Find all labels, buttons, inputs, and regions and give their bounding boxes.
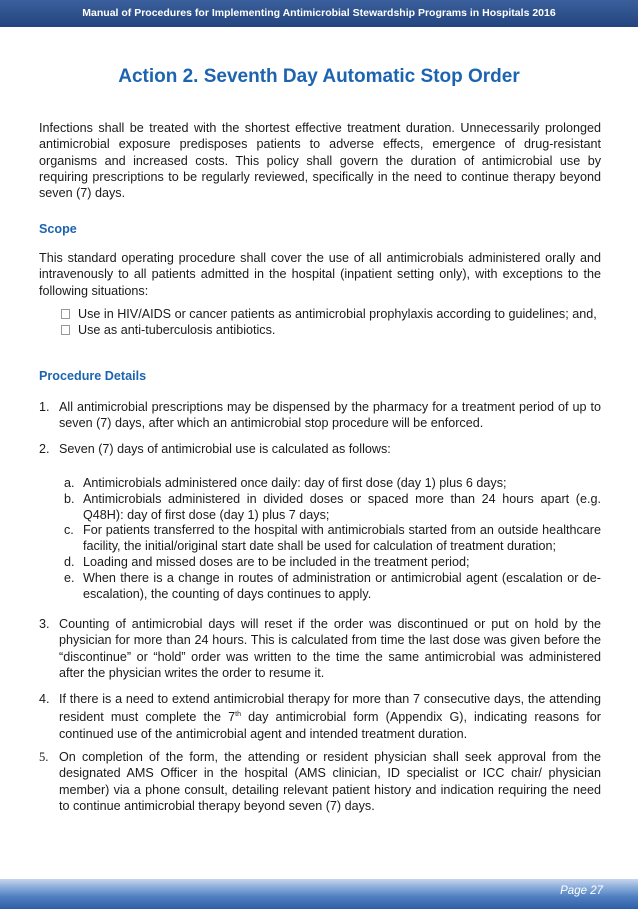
- scope-bullet: [61, 306, 606, 322]
- item-number: 3.: [39, 617, 50, 631]
- procedure-heading: Procedure Details: [39, 369, 147, 383]
- header-title: Manual of Procedures for Implementing Antimicrobial Stewardship Programs in Hospitals 2016: [82, 7, 556, 19]
- sub-item-text: Antimicrobials administered once daily: day of first dose (day 1) plus 6 days;: [83, 476, 507, 490]
- bullet-box-icon: [61, 325, 70, 335]
- scope-bullet: [61, 322, 606, 338]
- item-text: On completion of the form, the attending or resident physician shall seek approval from the designated AMS Officer in the hospital (AMS clinician, ID specialist or ICC chair/ physician member) via a phone consult, detailing relevant patient history and indication requiring the need to continue antimicrobial therapy beyond seven (7) days.: [59, 750, 601, 813]
- item-number: 5.: [39, 750, 49, 764]
- bullet-text: Use in HIV/AIDS or cancer patients as antimicrobial prophylaxis according to guidelines; and,: [78, 307, 597, 321]
- sub-item-letter: b.: [64, 492, 75, 506]
- sub-item-letter: e.: [64, 571, 75, 585]
- sub-item-text: Loading and missed doses are to be included in the treatment period;: [83, 555, 470, 569]
- intro-paragraph: Infections shall be treated with the shortest effective treatment duration. Unnecessarily prolonged antimicrobial exposure predisposes patients to adverse effects, emergence of drug-resistant organisms and increased costs. This policy shall govern the duration of antimicrobial use by requiring prescriptions to be regularly reviewed, specifically in the need to continue therapy beyond seven (7) days.: [39, 121, 601, 201]
- superscript: th: [235, 711, 241, 719]
- header-band: [0, 0, 638, 27]
- footer-band: [0, 879, 638, 909]
- item-number: 2.: [39, 442, 50, 456]
- item-text: All antimicrobial prescriptions may be dispensed by the pharmacy for a treatment period of up to seven (7) days, after which an antimicrobial stop procedure will be enforced.: [59, 400, 601, 431]
- page-number: Page 27: [560, 885, 603, 897]
- item-text: Counting of antimicrobial days will reset if the order was discontinued or put on hold by the physician for more than 24 hours. This is calculated from time the last dose was given before the “discontinue” or “hold” order was written to the time the same antimicrobial was administered after the physician writes the order to resume it.: [59, 617, 601, 680]
- scope-paragraph: This standard operating procedure shall cover the use of all antimicrobials administered orally and intravenously to all patients admitted in the hospital (inpatient setting only), with exceptions to the following situations:: [39, 251, 601, 298]
- bullet-text: Use as anti-tuberculosis antibiotics.: [78, 323, 276, 337]
- sub-item-letter: c.: [64, 523, 74, 537]
- item-text: [59, 691, 601, 742]
- sub-item-text: Antimicrobials administered in divided doses or spaced more than 24 hours apart (e.g. Q48H): day of first dose (day 1) plus 7 days;: [83, 492, 601, 522]
- sub-item-text: For patients transferred to the hospital with antimicrobials started from an outside healthcare facility, the initial/original start date shall be used for calculation of treatment duration;: [83, 523, 601, 553]
- page-title: Action 2. Seventh Day Automatic Stop Order: [118, 66, 520, 87]
- sub-item-letter: a.: [64, 476, 75, 490]
- scope-heading: Scope: [39, 222, 77, 236]
- item-text: Seven (7) days of antimicrobial use is calculated as follows:: [59, 442, 391, 456]
- item-text-part: day antimicrobial form (Appendix G), indicating reasons for continued use of the antimicrobial agent and intended treatment duration.: [59, 710, 601, 741]
- item-number: 4.: [39, 692, 50, 706]
- item-text-part: If there is a need to extend antimicrobial therapy for more than 7 consecutive days, the attending resident must complete the 7: [59, 692, 601, 725]
- sub-item-text: When there is a change in routes of administration or antimicrobial agent (escalation or de-escalation), the counting of days continues to apply.: [83, 571, 601, 601]
- sub-item-letter: d.: [64, 555, 75, 569]
- bullet-box-icon: [61, 309, 70, 319]
- item-number: 1.: [39, 400, 50, 414]
